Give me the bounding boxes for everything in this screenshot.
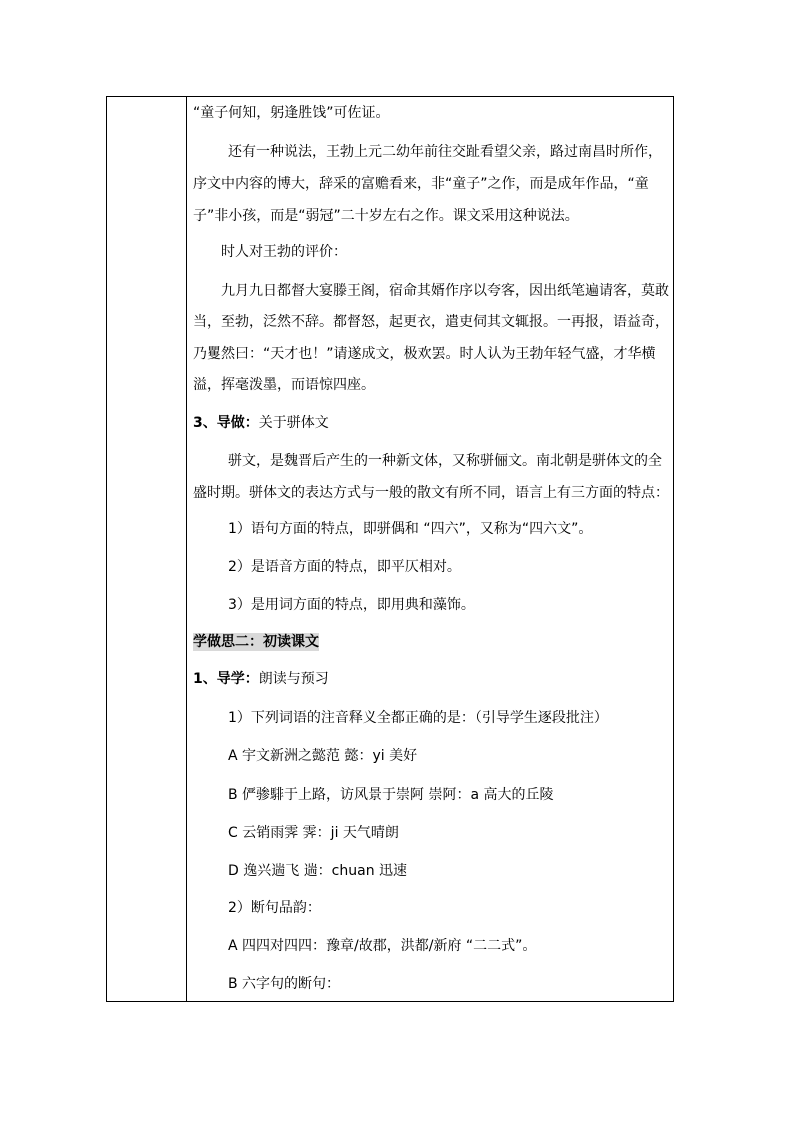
text-line: 2）是语音方面的特点，即平仄相对。: [228, 559, 461, 575]
text-line: 1）语句方面的特点，即骈偶和 “四六”，又称为“四六文”。: [228, 521, 593, 537]
text-line: 序文中内容的博大，辞采的富赡看来，非“童子”之作，而是成年作品，“童: [193, 176, 649, 192]
text-line: A 四四对四四：豫章/故郡，洪都/新府 “二二式”。: [228, 938, 537, 954]
text-line: 还有一种说法，王勃上元二幼年前往交趾看望父亲，路过南昌时所作，: [228, 144, 662, 160]
heading-text: 朗读与预习: [258, 671, 329, 687]
content-table: [106, 96, 674, 1002]
text-line: 3）是用词方面的特点，即用典和藻饰。: [228, 597, 475, 613]
text-line: 1）下列词语的注音释义全都正确的是：（引导学生逐段批注）: [228, 710, 608, 726]
text-line: 溢，挥毫泼墨，而语惊四座。: [193, 377, 375, 393]
heading-text: 关于骈体文: [258, 415, 329, 431]
text-line: 当，至勃，泛然不辞。都督怒，起更衣，遣吏伺其文辄报。一再报，语益奇，: [193, 314, 669, 330]
section-heading-highlighted: 学做思二：初读课文: [193, 634, 319, 650]
text-line: 时人对王勃的评价：: [221, 244, 347, 260]
section-heading: [193, 670, 329, 688]
text-line: 乃矍然曰：“天才也！”请遂成文，极欢罢。时人认为王勃年轻气盛，才华横: [193, 346, 656, 362]
text-line: A 宇文新洲之懿范 懿：yi 美好: [228, 748, 418, 764]
text-line: B 六字句的断句：: [228, 976, 341, 992]
heading-label: 3、导做：: [193, 415, 259, 431]
text-line: 2）断句品韵：: [228, 900, 321, 916]
text-line: 盛时期。骈体文的表达方式与一般的散文有所不同，语言上有三方面的特点：: [193, 485, 669, 501]
left-empty-cell: [107, 97, 187, 1001]
heading-label: 1、导学：: [193, 671, 259, 687]
text-line: B 俨骖騑于上路，访风景于崇阿 崇阿：a 高大的丘陵: [228, 787, 554, 803]
text-line: C 云销雨霁 霁：ji 天气晴朗: [228, 825, 399, 841]
text-line: 九月九日都督大宴滕王阁，宿命其婿作序以夸客，因出纸笔遍请客，莫敢: [221, 283, 669, 299]
text-line: 子”非小孩，而是“弱冠”二十岁左右之作。课文采用这种说法。: [193, 208, 579, 224]
text-line: “童子何知，躬逢胜饯”可佐证。: [193, 105, 390, 121]
text-line: 骈文，是魏晋后产生的一种新文体，又称骈俪文。南北朝是骈体文的全: [228, 453, 662, 469]
text-line: D 逸兴遄飞 遄：chuan 迅速: [228, 863, 408, 879]
section-heading: [193, 414, 329, 432]
